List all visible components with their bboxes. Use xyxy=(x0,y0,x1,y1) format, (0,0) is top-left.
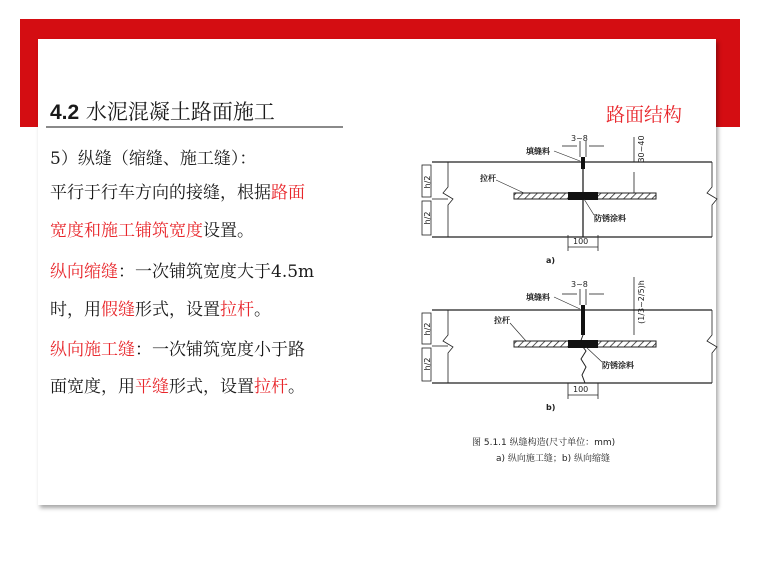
b-gap-dimension: 3~8 xyxy=(571,280,588,289)
line5-text-a: 时，用 xyxy=(50,300,101,320)
line7-highlight-2: 拉杆 xyxy=(254,377,288,397)
b-filler-label: 填缝料 xyxy=(526,293,550,302)
b-width-dimension: 100 xyxy=(573,385,589,394)
text-line-6 xyxy=(50,337,385,363)
figure-caption-2: a) 纵向施工缝；b) 纵向缩缝 xyxy=(496,454,610,464)
title-number: 4.2 xyxy=(50,101,80,124)
a-sub-label: a) xyxy=(546,256,556,265)
line7-text-a: 面宽度，用 xyxy=(50,377,135,397)
b-half-h-bottom: h/2 xyxy=(423,357,432,371)
a-half-h-bottom: h/2 xyxy=(423,211,432,225)
line5-highlight-2: 拉杆 xyxy=(220,300,254,320)
line4-highlight: 纵向缩缝 xyxy=(50,262,118,282)
a-tie-bar-label: 拉杆 xyxy=(480,174,496,183)
a-gap-dimension: 3~8 xyxy=(571,134,588,143)
b-half-h-top: h/2 xyxy=(423,322,432,336)
section-badge: 路面结构 xyxy=(606,104,683,126)
line3-text: 设置。 xyxy=(203,221,254,241)
line1-text: 5）纵缝（缩缝、施工缝）： xyxy=(50,149,257,169)
joint-diagram xyxy=(412,127,722,470)
line2-text: 平行于行车方向的接缝，根据 xyxy=(50,183,271,203)
figure-caption-1: 图 5.1.1 纵缝构造(尺寸单位：mm) xyxy=(472,438,616,448)
slide-title xyxy=(50,96,275,126)
line2-highlight: 路面 xyxy=(271,183,305,203)
line5-text-c: 。 xyxy=(254,300,271,320)
diagram-b xyxy=(422,277,717,412)
title-underline xyxy=(46,126,343,128)
line3-highlight: 宽度和施工铺筑宽度 xyxy=(50,221,203,241)
text-line-3 xyxy=(50,218,385,244)
a-filler-label: 填缝料 xyxy=(526,147,550,156)
diagram-a xyxy=(422,134,717,265)
b-depth-dimension: (1/3~2/5)h xyxy=(637,280,646,324)
a-coating-label: 防锈涂料 xyxy=(594,214,626,223)
a-half-h-top: h/2 xyxy=(423,175,432,189)
line7-text-c: 。 xyxy=(288,377,305,397)
b-sub-label: b) xyxy=(546,403,556,412)
line5-text-b: 形式，设置 xyxy=(135,300,220,320)
line7-text-b: 形式，设置 xyxy=(169,377,254,397)
b-tie-bar-label: 拉杆 xyxy=(494,316,510,325)
a-width-dimension: 100 xyxy=(573,237,589,246)
text-line-7 xyxy=(50,374,385,400)
line6-highlight: 纵向施工缝 xyxy=(50,340,135,360)
text-line-4 xyxy=(50,259,385,285)
text-line-1 xyxy=(50,146,385,172)
line7-highlight-1: 平缝 xyxy=(135,377,169,397)
text-line-5 xyxy=(50,297,385,323)
line5-highlight-1: 假缝 xyxy=(101,300,135,320)
title-text: 水泥混凝土路面施工 xyxy=(79,100,275,124)
a-depth-dimension: 30~40 xyxy=(637,135,646,163)
text-line-2 xyxy=(50,180,385,206)
line6-text: ：一次铺筑宽度小于路 xyxy=(135,340,305,360)
line4-text: ：一次铺筑宽度大于4.5m xyxy=(118,262,315,282)
b-coating-label: 防锈涂料 xyxy=(602,361,634,370)
